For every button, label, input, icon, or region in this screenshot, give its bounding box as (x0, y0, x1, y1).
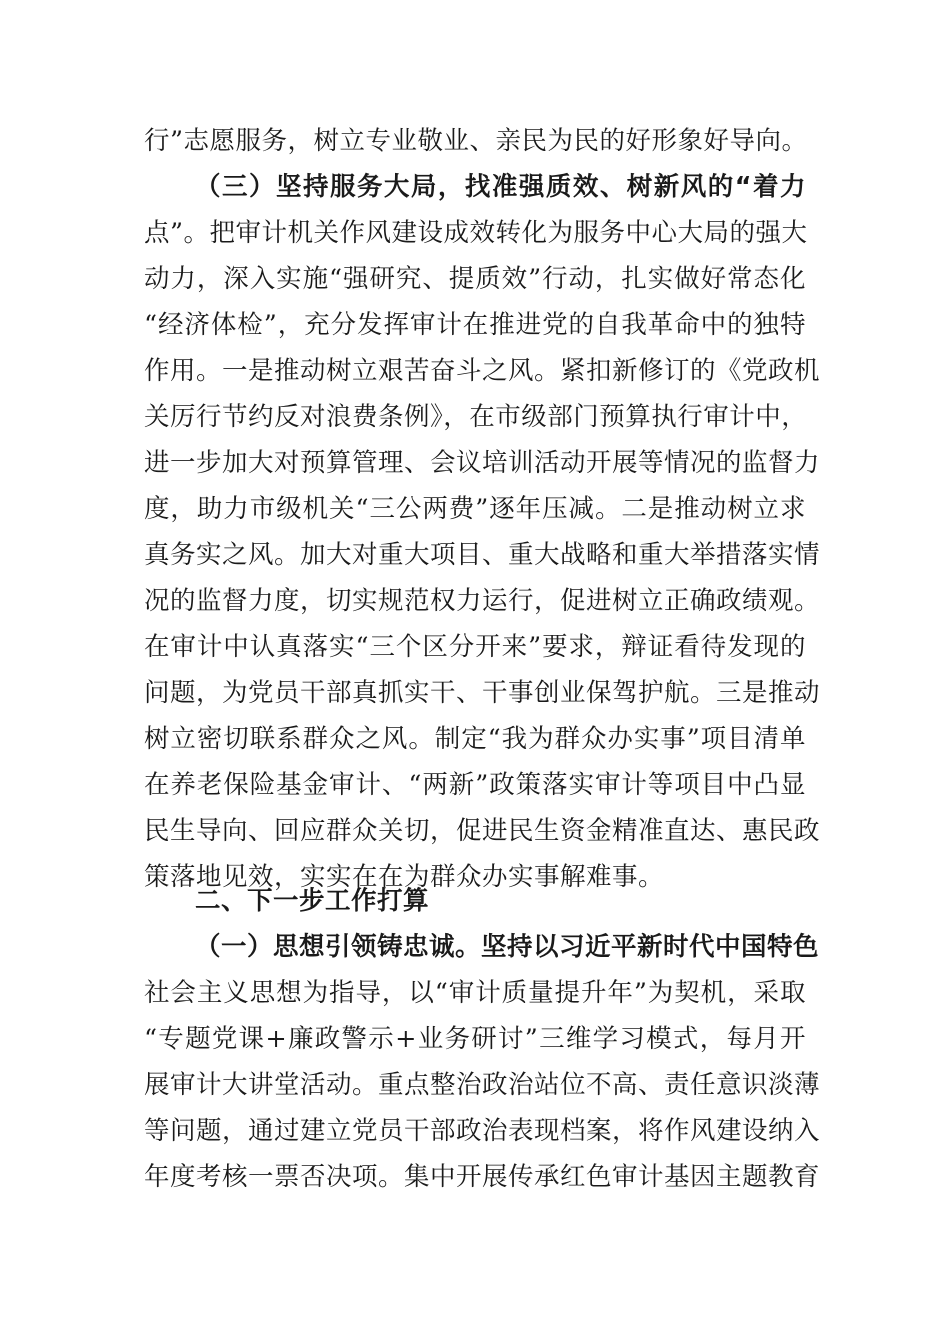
paragraph-line: 展审计大讲堂活动。重点整治政治站位不高、责任意识淡薄 (144, 1070, 821, 1100)
paragraph-line: 在养老保险基金审计、“两新”政策落实审计等项目中凸显 (144, 770, 806, 800)
paragraph-line: 动力，深入实施“强研究、提质效”行动，扎实做好常态化 (144, 264, 806, 294)
paragraph-line: 关厉行节约反对浪费条例》，在市级部门预算执行审计中， (144, 402, 808, 432)
paragraph-line: 行”志愿服务，树立专业敬业、亲民为民的好形象好导向。 (144, 126, 808, 156)
paragraph-line: 社会主义思想为指导，以“审计质量提升年”为契机，采取 (144, 978, 806, 1008)
paragraph-line: 况的监督力度，切实规范权力运行，促进树立正确政绩观。 (144, 586, 821, 616)
paragraph-line: 民生导向、回应群众关切，促进民生资金精准直达、惠民政 (144, 816, 821, 846)
subsection-heading-line: （一）思想引领铸忠诚。坚持以习近平新时代中国特色 (195, 932, 820, 962)
paragraph-line: 年度考核一票否决项。集中开展传承红色审计基因主题教育 (144, 1162, 821, 1192)
paragraph-line: 作用。一是推动树立艰苦奋斗之风。紧扣新修订的《党政机 (144, 356, 821, 386)
paragraph-line: 进一步加大对预算管理、会议培训活动开展等情况的监督力 (144, 448, 821, 478)
paragraph-line: 真务实之风。加大对重大项目、重大战略和重大举措落实情 (144, 540, 821, 570)
section-title: 二、下一步工作打算 (195, 886, 430, 916)
paragraph-line: 点”。把审计机关作风建设成效转化为服务中心大局的强大 (144, 218, 808, 248)
paragraph-line: 度，助力市级机关“三公两费”逐年压减。二是推动树立求 (144, 494, 806, 524)
paragraph-line: 在审计中认真落实“三个区分开来”要求，辩证看待发现的 (144, 632, 806, 662)
paragraph-line: 策落地见效，实实在在为群众办实事解难事。 (144, 862, 665, 892)
section-heading-line: （三）坚持服务大局，找准强质效、树新风的“着力 (195, 172, 806, 202)
paragraph-line: 树立密切联系群众之风。制定“我为群众办实事”项目清单 (144, 724, 806, 754)
paragraph-line: “专题党课+廉政警示+业务研讨”三维学习模式，每月开 (144, 1024, 806, 1054)
paragraph-line: 问题，为党员干部真抓实干、干事创业保驾护航。三是推动 (144, 678, 821, 708)
paragraph-line: “经济体检”，充分发挥审计在推进党的自我革命中的独特 (144, 310, 806, 340)
paragraph-line: 等问题，通过建立党员干部政治表现档案，将作风建设纳入 (144, 1116, 821, 1146)
